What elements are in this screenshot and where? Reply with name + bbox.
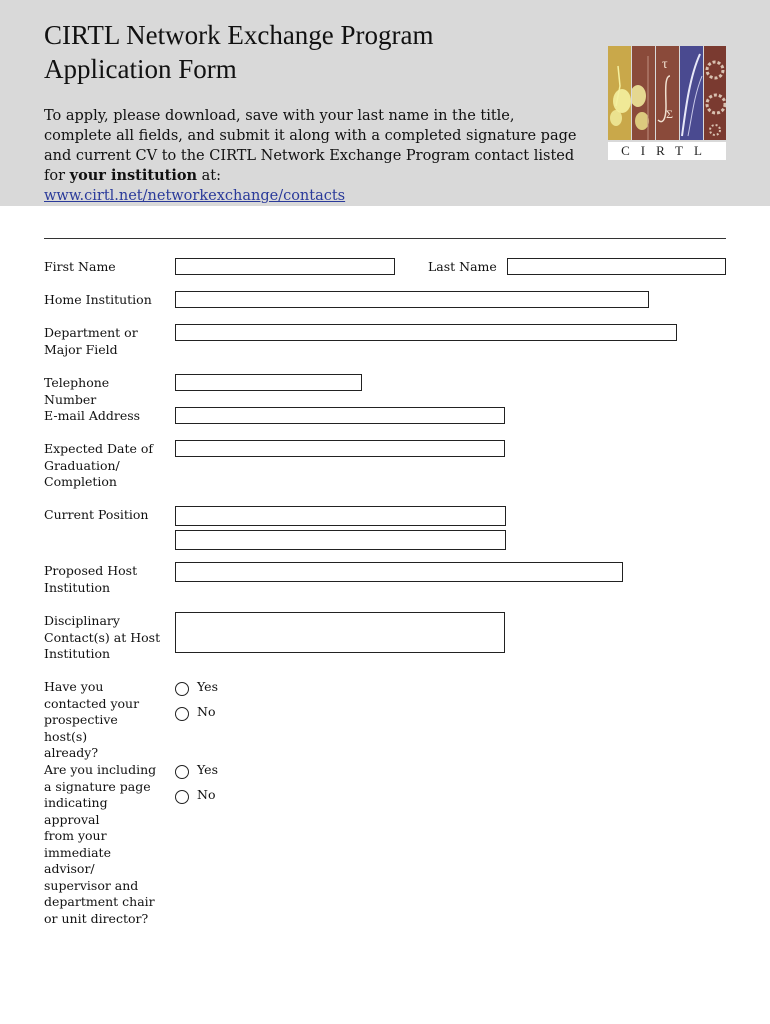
logo-strip-gold <box>608 46 631 140</box>
title-line-1: CIRTL Network Exchange Program <box>44 20 434 50</box>
first-name-input[interactable] <box>175 258 395 275</box>
signature-page-yes-label: Yes <box>197 762 218 777</box>
signature-page-question-line4: from your <box>44 828 107 843</box>
leaf-icon <box>608 46 631 140</box>
signature-page-question-line7: department chair <box>44 894 155 909</box>
department-label <box>44 325 164 358</box>
divider <box>44 238 726 239</box>
last-name-input[interactable] <box>507 258 726 275</box>
logo-strip-brown <box>632 46 655 140</box>
contacted-host-question-line2: contacted your <box>44 695 140 711</box>
department-input[interactable] <box>175 324 677 341</box>
svg-text:Σ: Σ <box>666 107 673 121</box>
intro-before: To apply, please download, save with your last name in the title, complete all fields, and submit it along with a completed signature page and current CV to the CIRTL Network Exchange Program contact listed for <box>44 108 577 184</box>
first-name-label: First Name <box>44 259 116 274</box>
signature-page-no-label: No <box>197 787 216 802</box>
graduation-label-line3: Completion <box>44 474 117 489</box>
signature-page-no-radio[interactable] <box>175 790 189 804</box>
signature-page-yes-radio[interactable] <box>175 765 189 779</box>
signature-page-question-line2: a signature page <box>44 778 151 794</box>
cirtl-logo <box>608 46 726 160</box>
disciplinary-contact-label-line1: Disciplinary <box>44 613 120 628</box>
title-line-2: Application Form <box>44 54 237 84</box>
proposed-host-label <box>44 563 164 596</box>
contacted-host-no-label: No <box>197 704 216 719</box>
signature-page-question-line6: supervisor and <box>44 877 139 893</box>
signature-page-question-line1: Are you including <box>44 762 157 777</box>
signature-page-question <box>44 762 164 927</box>
telephone-input[interactable] <box>175 374 362 391</box>
signature-page-question-line3: indicating approval <box>44 795 108 827</box>
department-label-line2: Major Field <box>44 341 118 357</box>
contacted-host-no-radio[interactable] <box>175 707 189 721</box>
contacts-link[interactable]: www.cirtl.net/networkexchange/contacts <box>44 188 346 204</box>
contacted-host-question-line3: prospective host(s) <box>44 712 118 744</box>
contacted-host-yes-radio[interactable] <box>175 682 189 696</box>
curve-icon <box>680 46 703 140</box>
logo-strip-blue <box>680 46 703 140</box>
current-position-label: Current Position <box>44 507 149 522</box>
last-name-label: Last Name <box>428 259 497 274</box>
telephone-label: Telephone Number <box>44 375 110 407</box>
disciplinary-contact-input[interactable] <box>175 612 505 653</box>
signature-page-question-line8: or unit director? <box>44 910 149 926</box>
disciplinary-contact-label-line2: Contact(s) at Host <box>44 629 161 645</box>
plant-icon <box>632 46 655 140</box>
contacted-host-question <box>44 679 164 762</box>
integral-icon <box>656 46 679 140</box>
intro-after: at: <box>197 168 222 184</box>
proposed-host-label-line2: Institution <box>44 579 111 595</box>
department-label-line1: Department or <box>44 325 138 340</box>
gear-icon <box>704 46 726 140</box>
graduation-label-line1: Expected Date of <box>44 441 153 456</box>
graduation-label-line2: Graduation/ <box>44 457 120 473</box>
home-institution-label: Home Institution <box>44 292 152 307</box>
svg-text:τ: τ <box>662 57 668 72</box>
intro-bold: your institution <box>69 167 198 184</box>
proposed-host-input[interactable] <box>175 562 623 582</box>
logo-wordmark: CIRTL <box>608 142 726 160</box>
graduation-date-input[interactable] <box>175 440 505 457</box>
current-position-input-2[interactable] <box>175 530 506 550</box>
email-input[interactable] <box>175 407 505 424</box>
intro-text <box>44 106 584 206</box>
header-band <box>0 0 770 206</box>
contacted-host-question-line4: already? <box>44 745 99 760</box>
logo-strip-gears <box>704 46 726 140</box>
proposed-host-label-line1: Proposed Host <box>44 563 138 578</box>
disciplinary-contact-label-line3: Institution <box>44 646 111 661</box>
signature-page-question-line5: immediate advisor/ <box>44 844 111 876</box>
home-institution-input[interactable] <box>175 291 649 308</box>
current-position-input-1[interactable] <box>175 506 506 526</box>
contacted-host-yes-label: Yes <box>197 679 218 694</box>
graduation-label <box>44 441 164 491</box>
logo-strip-math <box>656 46 679 140</box>
page-title <box>44 18 564 86</box>
email-label: E-mail Address <box>44 408 141 423</box>
disciplinary-contact-label <box>44 613 164 663</box>
contacted-host-question-line1: Have you <box>44 679 104 694</box>
